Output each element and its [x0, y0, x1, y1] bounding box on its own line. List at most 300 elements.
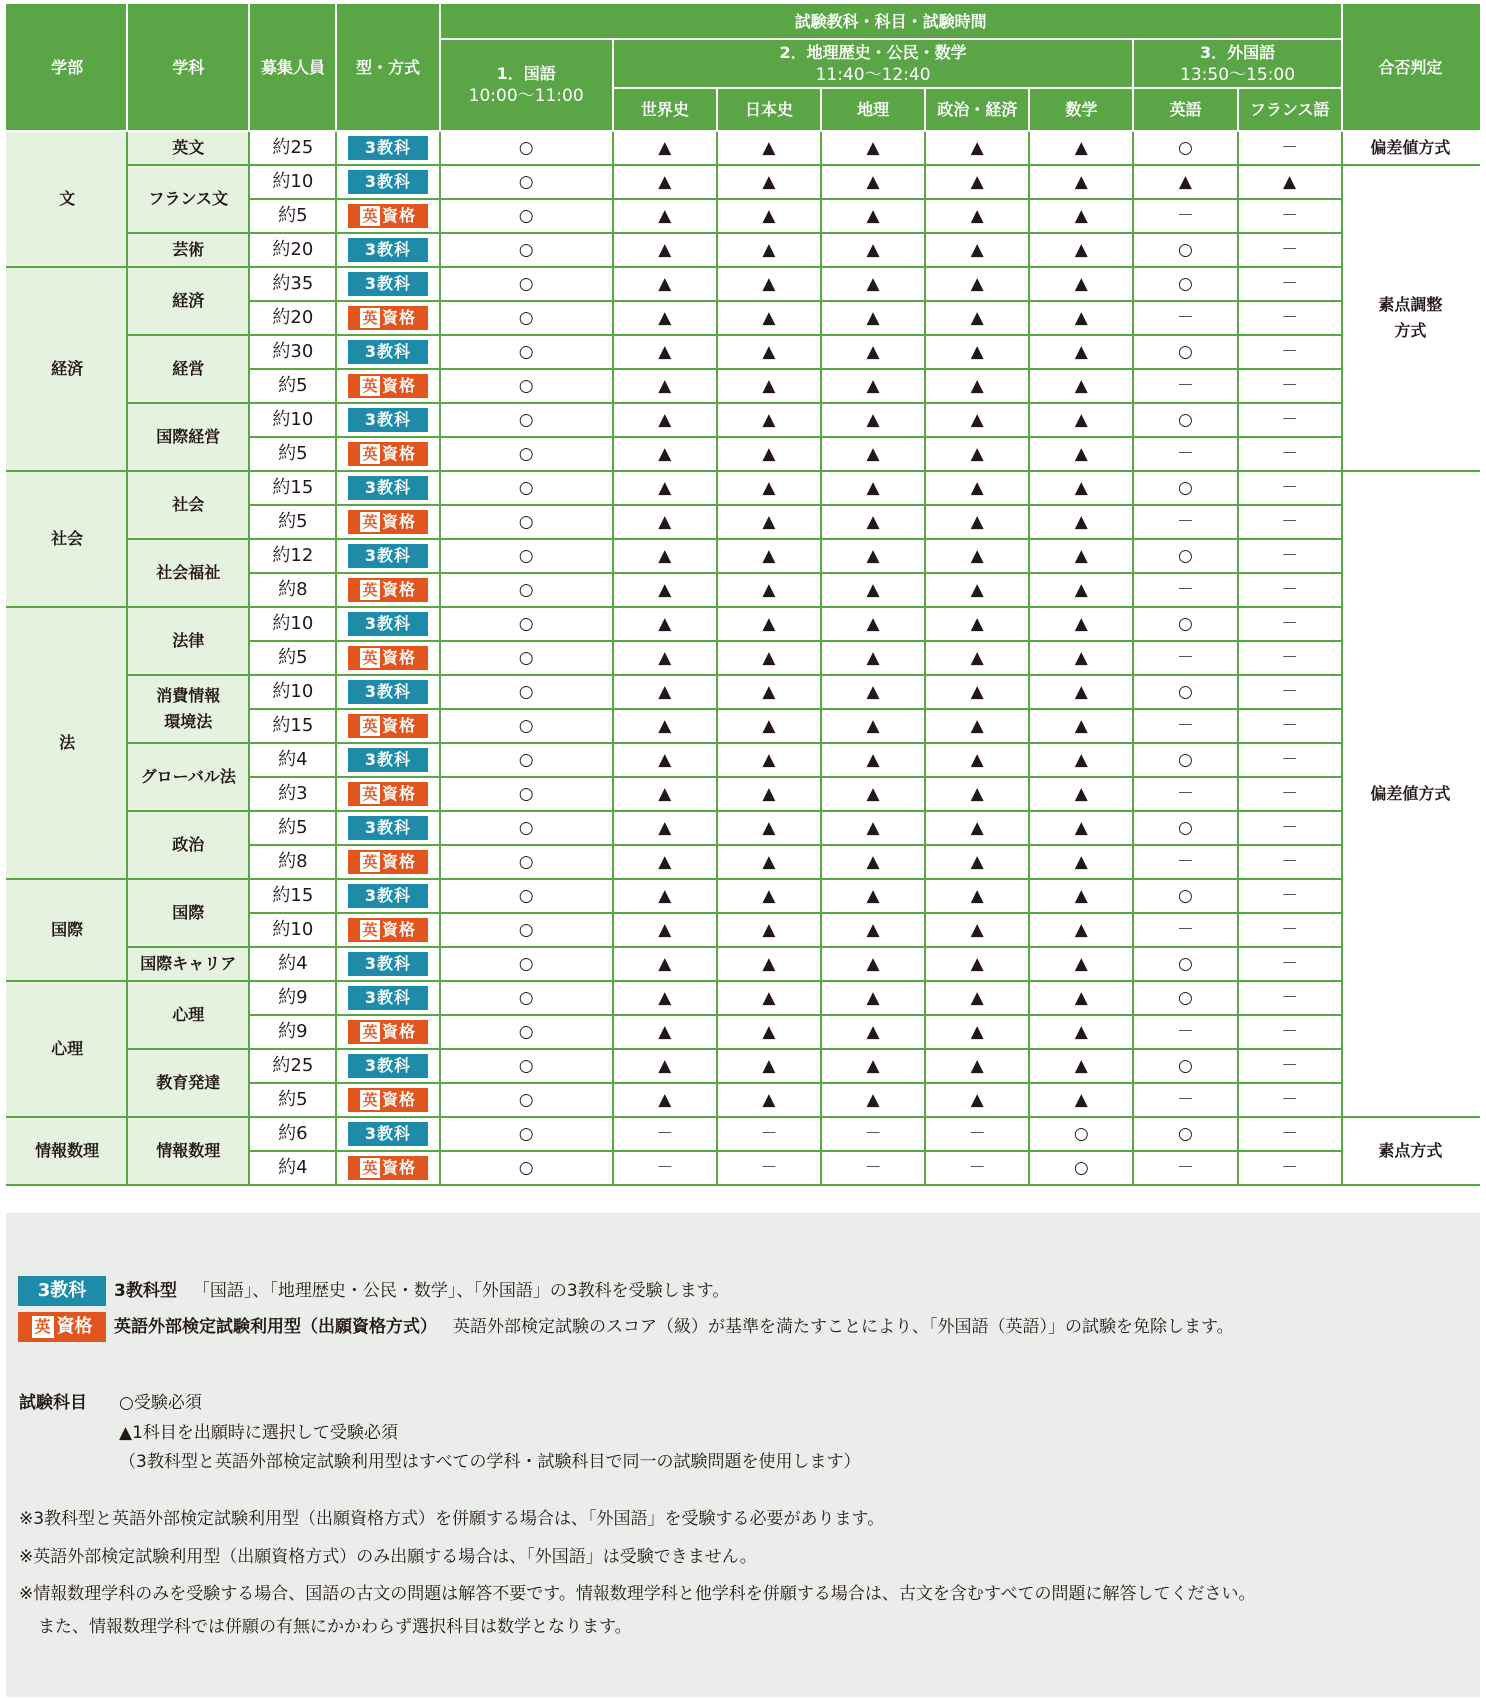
- subject-mark-cell: ▲: [717, 335, 821, 369]
- subject-mark-cell: ▲: [613, 471, 717, 505]
- three-subject-badge: 3教科: [348, 612, 428, 636]
- eng-badge-icon: 英: [32, 1316, 54, 1338]
- header-group1: [440, 39, 613, 131]
- type-cell: [336, 1015, 439, 1049]
- subject-mark-cell: －: [1238, 981, 1342, 1015]
- subject-mark-cell: ○: [1133, 471, 1237, 505]
- subject-mark-cell: ▲: [1029, 607, 1133, 641]
- table-row: [7, 981, 1479, 1015]
- header-faculty: 学部: [7, 5, 127, 131]
- subject-mark-cell: ▲: [1029, 709, 1133, 743]
- subject-mark-cell: ○: [1133, 947, 1237, 981]
- subject-mark-cell: ▲: [925, 947, 1029, 981]
- type-cell: [336, 403, 439, 437]
- quota-cell: 約6: [249, 1117, 336, 1151]
- header-type: 型・方式: [336, 5, 439, 131]
- subject-mark-cell: －: [1238, 1151, 1342, 1185]
- header-group3-time: 13:50～15:00: [1180, 64, 1296, 85]
- quota-cell: 約9: [249, 1015, 336, 1049]
- eng-badge-icon: 英: [360, 444, 380, 464]
- subject-mark-cell: －: [1133, 641, 1237, 675]
- three-subject-badge: 3教科: [348, 884, 428, 908]
- subject-mark-cell: ▲: [1029, 641, 1133, 675]
- faculty-cell: 社会: [7, 471, 127, 607]
- subject-mark-cell: －: [613, 1117, 717, 1151]
- subject-mark-cell: －: [1238, 641, 1342, 675]
- legend-eng-desc: 英語外部検定試験のスコア（級）が基準を満たすことにより、「外国語（英語）」の試験を免除します。: [453, 1317, 1234, 1337]
- subject-mark-cell: ▲: [925, 471, 1029, 505]
- subject-mark-cell: ▲: [925, 845, 1029, 879]
- subject-mark-cell: ▲: [613, 131, 717, 165]
- subject-mark-cell: －: [1133, 1083, 1237, 1117]
- quota-cell: 約5: [249, 199, 336, 233]
- quota-cell: 約5: [249, 505, 336, 539]
- subject-mark-cell: ▲: [613, 607, 717, 641]
- header-group1-label: 1．国語: [496, 64, 556, 83]
- eng-qualification-badge: [348, 578, 428, 602]
- subject-mark-cell: －: [1133, 913, 1237, 947]
- subject-mark-cell: ▲: [925, 369, 1029, 403]
- subject-mark-cell: ○: [1133, 879, 1237, 913]
- eng-qualification-badge: [348, 204, 428, 228]
- department-cell: 政治: [127, 811, 249, 879]
- subject-mark-cell: ▲: [717, 369, 821, 403]
- subject-mark-cell: －: [821, 1151, 925, 1185]
- eng-badge-icon: 英: [360, 648, 380, 668]
- eng-badge-icon: 英: [360, 580, 380, 600]
- eng-qualification-badge: [348, 1156, 428, 1180]
- subject-mark-cell: ▲: [717, 641, 821, 675]
- subject-mark-cell: ▲: [613, 165, 717, 199]
- subject-mark-cell: ○: [440, 131, 613, 165]
- subject-mark-cell: ▲: [1029, 981, 1133, 1015]
- three-subject-badge: 3教科: [348, 986, 428, 1010]
- subject-mark-cell: ○: [440, 1049, 613, 1083]
- subject-mark-cell: ▲: [717, 131, 821, 165]
- department-cell: 芸術: [127, 233, 249, 267]
- subject-mark-cell: ▲: [717, 267, 821, 301]
- type-cell: [336, 777, 439, 811]
- subject-mark-cell: －: [1133, 505, 1237, 539]
- department-cell: グローバル法: [127, 743, 249, 811]
- subject-mark-cell: ▲: [925, 573, 1029, 607]
- eng-badge-icon: 英: [360, 1090, 380, 1110]
- legend-eng-badge: [18, 1312, 106, 1342]
- subject-mark-cell: ○: [1133, 1049, 1237, 1083]
- header-judgement: 合否判定: [1342, 5, 1479, 131]
- eng-badge-text: 資格: [381, 920, 416, 939]
- judgement-cell: 偏差値方式: [1342, 471, 1479, 1117]
- subject-mark-cell: ○: [440, 437, 613, 471]
- subject-mark-cell: ○: [440, 675, 613, 709]
- department-cell: 英文: [127, 131, 249, 165]
- subject-mark-cell: ▲: [925, 1015, 1029, 1049]
- subject-mark-cell: ○: [440, 947, 613, 981]
- subject-mark-cell: ○: [440, 539, 613, 573]
- type-cell: [336, 947, 439, 981]
- note-2: ※英語外部検定試験利用型（出願資格方式）のみ出願する場合は、「外国語」は受験できません。: [19, 1547, 757, 1567]
- quota-cell: 約4: [249, 743, 336, 777]
- subject-mark-cell: ▲: [717, 233, 821, 267]
- type-cell: [336, 845, 439, 879]
- subject-mark-cell: ▲: [613, 539, 717, 573]
- table-row: [7, 1117, 1479, 1151]
- eng-qualification-badge: [348, 782, 428, 806]
- subject-mark-cell: ○: [1133, 743, 1237, 777]
- subject-mark-cell: ▲: [821, 675, 925, 709]
- type-cell: [336, 1083, 439, 1117]
- subject-mark-cell: －: [925, 1117, 1029, 1151]
- subject-mark-cell: ▲: [1029, 675, 1133, 709]
- faculty-cell: 法: [7, 607, 127, 879]
- subject-mark-cell: ▲: [821, 845, 925, 879]
- department-cell: 国際キャリア: [127, 947, 249, 981]
- subject-mark-cell: ▲: [613, 403, 717, 437]
- subject-mark-cell: ▲: [717, 539, 821, 573]
- subject-mark-cell: ▲: [717, 199, 821, 233]
- department-cell: 法律: [127, 607, 249, 675]
- subject-mark-cell: ▲: [821, 539, 925, 573]
- judgement-cell: 素点調整 方式: [1342, 165, 1479, 471]
- subject-mark-cell: ○: [440, 607, 613, 641]
- note-1: ※3教科型と英語外部検定試験利用型（出願資格方式）を併願する場合は、「外国語」を受験する必要があります。: [19, 1509, 885, 1529]
- table-row: [7, 607, 1479, 641]
- eng-badge-text: 資格: [381, 308, 416, 327]
- subject-mark-cell: ▲: [613, 369, 717, 403]
- header-group2: [613, 39, 1134, 88]
- header-sub-french: フランス語: [1238, 88, 1342, 131]
- judgement-cell: 素点方式: [1342, 1117, 1479, 1185]
- header-sub-japanese-history: 日本史: [717, 88, 821, 131]
- subject-mark-cell: ▲: [821, 301, 925, 335]
- subject-mark-cell: ▲: [717, 845, 821, 879]
- subject-mark-cell: －: [717, 1151, 821, 1185]
- department-cell: 消費情報 環境法: [127, 675, 249, 743]
- three-subject-badge: 3教科: [348, 170, 428, 194]
- department-cell: 経営: [127, 335, 249, 403]
- subject-mark-cell: ▲: [821, 607, 925, 641]
- quota-cell: 約10: [249, 607, 336, 641]
- subject-mark-cell: ○: [1133, 335, 1237, 369]
- eng-badge-text: 資格: [381, 852, 416, 871]
- subject-mark-cell: －: [1238, 199, 1342, 233]
- note-same: （3教科型と英語外部検定試験利用型はすべての学科・試験科目で同一の試験問題を使用します）: [119, 1452, 861, 1472]
- subject-mark-cell: ▲: [925, 233, 1029, 267]
- subject-mark-cell: ▲: [717, 1049, 821, 1083]
- faculty-cell: 経済: [7, 267, 127, 471]
- subject-mark-cell: ▲: [1238, 165, 1342, 199]
- subject-mark-cell: ▲: [1029, 811, 1133, 845]
- subject-mark-cell: ▲: [613, 301, 717, 335]
- type-cell: [336, 471, 439, 505]
- subject-mark-cell: ○: [1133, 607, 1237, 641]
- subject-mark-cell: ▲: [717, 777, 821, 811]
- three-subject-badge: 3教科: [348, 952, 428, 976]
- subject-mark-cell: －: [925, 1151, 1029, 1185]
- department-cell: 経済: [127, 267, 249, 335]
- three-subject-badge: 3教科: [348, 136, 428, 160]
- subject-mark-cell: ▲: [613, 267, 717, 301]
- eng-badge-text: 資格: [381, 1158, 416, 1177]
- eng-badge-text: 資格: [381, 444, 416, 463]
- subject-mark-cell: ○: [440, 1083, 613, 1117]
- subject-mark-cell: ▲: [717, 913, 821, 947]
- three-subject-badge: 3教科: [348, 544, 428, 568]
- subject-mark-cell: ▲: [1029, 199, 1133, 233]
- type-cell: [336, 165, 439, 199]
- subject-mark-cell: ▲: [821, 335, 925, 369]
- department-cell: 社会: [127, 471, 249, 539]
- subject-mark-cell: ▲: [613, 199, 717, 233]
- eng-badge-icon: 英: [360, 206, 380, 226]
- subject-mark-cell: ▲: [1029, 1015, 1133, 1049]
- subject-mark-cell: ▲: [717, 505, 821, 539]
- eng-qualification-badge: [348, 1088, 428, 1112]
- subject-mark-cell: ▲: [821, 233, 925, 267]
- subject-mark-cell: ▲: [821, 913, 925, 947]
- type-cell: [336, 1117, 439, 1151]
- eng-qualification-badge: [348, 374, 428, 398]
- subject-mark-cell: ○: [1133, 403, 1237, 437]
- subject-mark-cell: ▲: [925, 165, 1029, 199]
- subject-mark-cell: ○: [1029, 1117, 1133, 1151]
- subject-mark-cell: ○: [440, 165, 613, 199]
- three-subject-badge: 3教科: [348, 238, 428, 262]
- subject-mark-cell: ○: [440, 335, 613, 369]
- subject-mark-cell: ▲: [613, 335, 717, 369]
- subject-mark-cell: ▲: [821, 471, 925, 505]
- header-group3-label: 3．外国語: [1199, 42, 1276, 62]
- three-subject-badge: 3教科: [348, 1122, 428, 1146]
- eng-badge-icon: 英: [360, 784, 380, 804]
- type-cell: [336, 641, 439, 675]
- subject-mark-cell: ▲: [821, 369, 925, 403]
- subject-mark-cell: －: [1133, 573, 1237, 607]
- subject-mark-cell: ○: [440, 879, 613, 913]
- subject-mark-cell: ▲: [925, 199, 1029, 233]
- header-group3: [1133, 39, 1341, 88]
- subject-mark-cell: －: [1238, 811, 1342, 845]
- subject-mark-cell: ▲: [925, 505, 1029, 539]
- subject-mark-cell: ▲: [821, 165, 925, 199]
- type-cell: [336, 607, 439, 641]
- quota-cell: 約5: [249, 369, 336, 403]
- table-row: [7, 165, 1479, 199]
- subject-mark-cell: ○: [440, 233, 613, 267]
- subject-mark-cell: ▲: [925, 709, 1029, 743]
- subject-mark-cell: ○: [1133, 981, 1237, 1015]
- subject-mark-cell: －: [613, 1151, 717, 1185]
- subject-mark-cell: ▲: [821, 641, 925, 675]
- type-cell: [336, 981, 439, 1015]
- header-subjects-title: 試験教科・科目・試験時間: [440, 5, 1342, 39]
- table-row: [7, 675, 1479, 709]
- subject-mark-cell: ▲: [717, 675, 821, 709]
- header-group1-time: 10:00～11:00: [468, 86, 584, 106]
- subject-mark-cell: ▲: [1029, 131, 1133, 165]
- subject-mark-cell: ▲: [821, 879, 925, 913]
- quota-cell: 約30: [249, 335, 336, 369]
- table-row: [7, 947, 1479, 981]
- eng-qualification-badge: [348, 918, 428, 942]
- quota-cell: 約9: [249, 981, 336, 1015]
- subject-mark-cell: ▲: [1029, 165, 1133, 199]
- header-group2-time: 11:40～12:40: [815, 64, 931, 85]
- eng-badge-icon: 英: [360, 716, 380, 736]
- subject-mark-cell: ○: [1029, 1151, 1133, 1185]
- quota-cell: 約10: [249, 675, 336, 709]
- subject-mark-cell: －: [1238, 301, 1342, 335]
- type-cell: [336, 233, 439, 267]
- subject-mark-cell: ▲: [925, 811, 1029, 845]
- subject-mark-cell: ▲: [613, 1049, 717, 1083]
- department-cell: 心理: [127, 981, 249, 1049]
- type-cell: [336, 131, 439, 165]
- table-row: [7, 879, 1479, 913]
- subject-mark-cell: ▲: [1029, 913, 1133, 947]
- type-cell: [336, 1049, 439, 1083]
- subject-mark-cell: －: [1133, 437, 1237, 471]
- subject-mark-cell: ▲: [613, 845, 717, 879]
- subject-mark-cell: ▲: [613, 233, 717, 267]
- subject-mark-cell: ▲: [925, 607, 1029, 641]
- quota-cell: 約4: [249, 947, 336, 981]
- quota-cell: 約10: [249, 403, 336, 437]
- subject-mark-cell: ▲: [613, 981, 717, 1015]
- type-cell: [336, 301, 439, 335]
- subject-mark-cell: －: [1133, 301, 1237, 335]
- three-subject-badge: 3教科: [348, 340, 428, 364]
- subject-mark-cell: ▲: [925, 335, 1029, 369]
- subject-mark-cell: ▲: [925, 675, 1029, 709]
- subject-mark-cell: ▲: [1029, 301, 1133, 335]
- subject-mark-cell: ▲: [1029, 743, 1133, 777]
- three-subject-badge: 3教科: [348, 680, 428, 704]
- subject-mark-cell: ▲: [1029, 505, 1133, 539]
- note-4: また、情報数理学科では併願の有無にかかわらず選択科目は数学となります。: [38, 1617, 632, 1637]
- subject-mark-cell: ▲: [717, 811, 821, 845]
- subject-mark-cell: ▲: [925, 641, 1029, 675]
- eng-badge-text: 資格: [381, 1090, 416, 1109]
- subject-mark-cell: ▲: [613, 913, 717, 947]
- subject-mark-cell: ▲: [821, 437, 925, 471]
- quota-cell: 約12: [249, 539, 336, 573]
- subject-mark-cell: ▲: [613, 743, 717, 777]
- header-sub-geography: 地理: [821, 88, 925, 131]
- subject-mark-cell: ▲: [821, 131, 925, 165]
- eng-badge-text: 資格: [381, 512, 416, 531]
- type-cell: [336, 199, 439, 233]
- subject-mark-cell: －: [1238, 607, 1342, 641]
- subject-mark-cell: －: [1133, 199, 1237, 233]
- subject-mark-cell: ▲: [717, 981, 821, 1015]
- subject-mark-cell: ▲: [1029, 777, 1133, 811]
- quota-cell: 約3: [249, 777, 336, 811]
- three-subject-badge: 3教科: [348, 816, 428, 840]
- subject-mark-cell: ▲: [821, 709, 925, 743]
- exam-schedule-table: [6, 4, 1480, 1186]
- subject-mark-cell: ▲: [1029, 879, 1133, 913]
- subject-mark-cell: －: [1238, 437, 1342, 471]
- subject-mark-cell: －: [1238, 1015, 1342, 1049]
- type-cell: [336, 879, 439, 913]
- notes-panel: [6, 1213, 1480, 1697]
- table-row: [7, 233, 1479, 267]
- subject-mark-cell: －: [1238, 573, 1342, 607]
- subject-mark-cell: ▲: [613, 437, 717, 471]
- eng-badge-icon: 英: [360, 512, 380, 532]
- header-sub-politics-economy: 政治・経済: [925, 88, 1029, 131]
- subject-mark-cell: ▲: [613, 1083, 717, 1117]
- type-cell: [336, 369, 439, 403]
- note-required: ○受験必須: [119, 1393, 202, 1413]
- subject-mark-cell: ▲: [1029, 403, 1133, 437]
- department-cell: 教育発達: [127, 1049, 249, 1117]
- subjects-label: 試験科目: [19, 1393, 87, 1413]
- subject-mark-cell: ▲: [821, 1049, 925, 1083]
- subject-mark-cell: －: [1238, 131, 1342, 165]
- type-cell: [336, 675, 439, 709]
- three-subject-badge: 3教科: [348, 272, 428, 296]
- subject-mark-cell: ▲: [1029, 267, 1133, 301]
- eng-badge-icon: 英: [360, 376, 380, 396]
- subject-mark-cell: ○: [440, 573, 613, 607]
- quota-cell: 約10: [249, 165, 336, 199]
- eng-qualification-badge: [348, 714, 428, 738]
- subject-mark-cell: ○: [1133, 267, 1237, 301]
- quota-cell: 約15: [249, 709, 336, 743]
- department-cell: 国際経営: [127, 403, 249, 471]
- subject-mark-cell: －: [1238, 403, 1342, 437]
- subject-mark-cell: ○: [440, 709, 613, 743]
- eng-badge-icon: 英: [360, 1022, 380, 1042]
- subject-mark-cell: ▲: [1029, 471, 1133, 505]
- legend-eng-name: 英語外部検定試験利用型（出願資格方式）: [114, 1317, 437, 1337]
- type-cell: [336, 335, 439, 369]
- type-cell: [336, 267, 439, 301]
- subject-mark-cell: ▲: [717, 607, 821, 641]
- department-cell: フランス文: [127, 165, 249, 233]
- subject-mark-cell: ▲: [1029, 233, 1133, 267]
- judgement-cell: 偏差値方式: [1342, 131, 1479, 165]
- subject-mark-cell: ▲: [821, 267, 925, 301]
- three-subject-badge: 3教科: [348, 1054, 428, 1078]
- subject-mark-cell: ▲: [1029, 947, 1133, 981]
- eng-badge-icon: 英: [360, 1158, 380, 1178]
- note-choose: ▲1科目を出願時に選択して受験必須: [119, 1423, 398, 1443]
- table-row: [7, 335, 1479, 369]
- subject-mark-cell: －: [1133, 709, 1237, 743]
- subject-mark-cell: ▲: [613, 675, 717, 709]
- table-row: [7, 131, 1479, 165]
- legend-three-name: 3教科型: [114, 1281, 177, 1301]
- subject-mark-cell: ▲: [1029, 1049, 1133, 1083]
- subject-mark-cell: ▲: [821, 573, 925, 607]
- header-sub-world-history: 世界史: [613, 88, 717, 131]
- subject-mark-cell: ▲: [613, 777, 717, 811]
- subject-mark-cell: ▲: [821, 199, 925, 233]
- subject-mark-cell: ○: [1133, 675, 1237, 709]
- note-3: ※情報数理学科のみを受験する場合、国語の古文の問題は解答不要です。情報数理学科と他学科を併願する場合は、古文を含むすべての問題に解答してください。: [19, 1584, 1256, 1604]
- subject-mark-cell: －: [1238, 471, 1342, 505]
- eng-qualification-badge: [348, 306, 428, 330]
- subject-mark-cell: ▲: [717, 709, 821, 743]
- subject-mark-cell: ▲: [1029, 335, 1133, 369]
- eng-badge-text: 資格: [381, 1022, 416, 1041]
- subject-mark-cell: ▲: [717, 879, 821, 913]
- header-sub-math: 数学: [1029, 88, 1133, 131]
- subject-mark-cell: ▲: [1133, 165, 1237, 199]
